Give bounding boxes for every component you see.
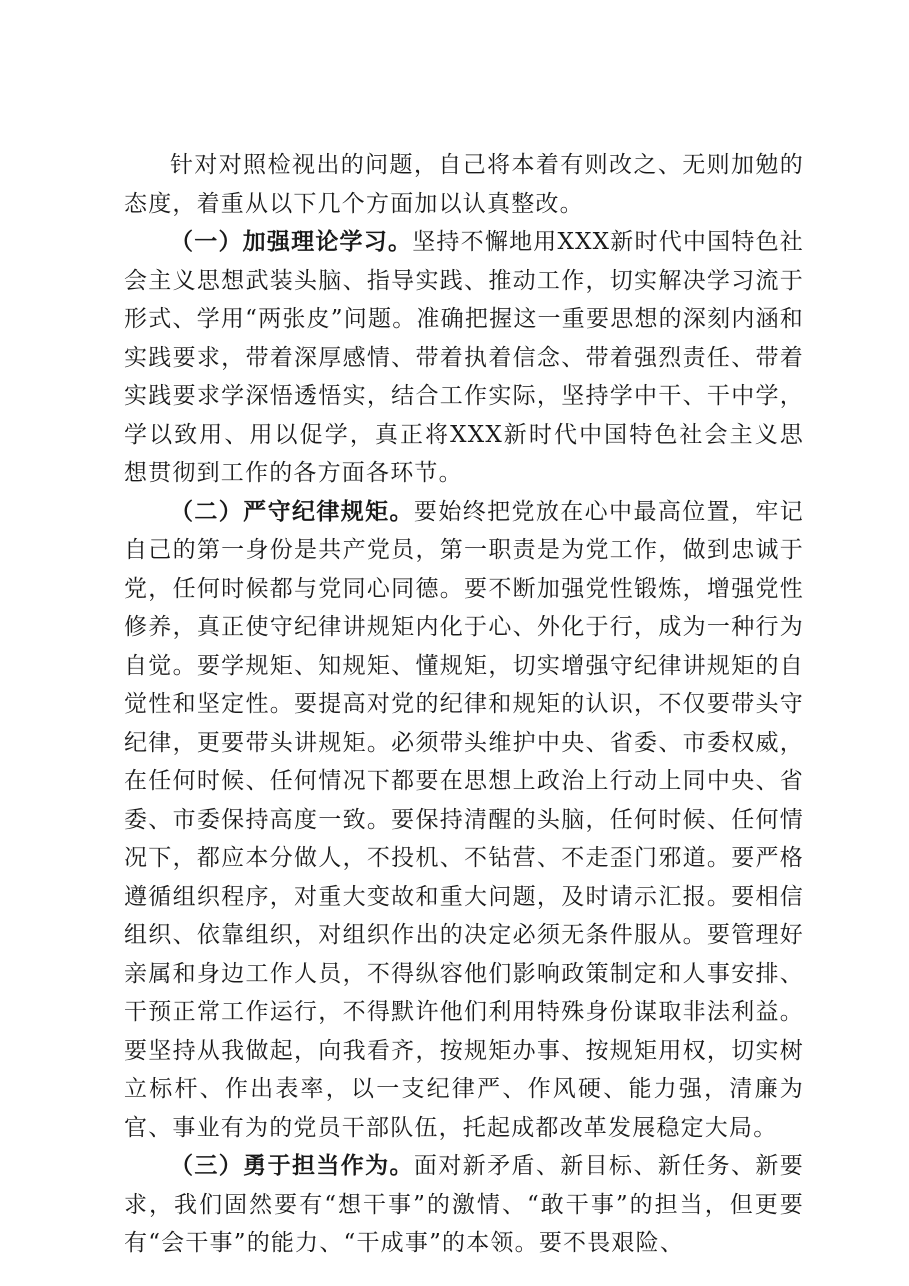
section-2-heading: （二）严守纪律规矩。	[170, 497, 414, 525]
intro-text: 针对对照检视出的问题，自己将本着有则改之、无则加勉的态度，着重从以下几个方面加以认真整改。	[124, 152, 804, 217]
section-1-paragraph	[124, 223, 804, 493]
section-1-body: 坚持不懈地用XXX新时代中国特色社会主义思想武装头脑、指导实践、推动工作，切实解决学习流于形式、学用“两张皮”问题。准确把握这一重要思想的深刻内涵和实践要求，带着深厚感情、带着执着信念、带着强烈责任、带着实践要求学深悟透悟实，结合工作实际，坚持学中干、干中学，学以致用、用以促学，真正将XXX新时代中国特色社会主义思想贯彻到工作的各方面各环节。	[124, 229, 804, 486]
section-2-paragraph	[124, 493, 804, 1148]
section-1-heading: （一）加强理论学习。	[170, 228, 413, 255]
document-body	[124, 146, 804, 1263]
section-2-body: 要始终把党放在心中最高位置，牢记自己的第一身份是共产党员，第一职责是为党工作，做到忠诚于党，任何时候都与党同心同德。要不断加强党性锻炼，增强党性修养，真正使守纪律讲规矩内化于心、外化于行，成为一种行为自觉。要学规矩、知规矩、懂规矩，切实增强守纪律讲规矩的自觉性和坚定性。要提高对党的纪律和规矩的认识，不仅要带头守纪律，更要带头讲规矩。必须带头维护中央、省委、市委权威，在任何时候、任何情况下都要在思想上政治上行动上同中央、省委、市委保持高度一致。要保持清醒的头脑，任何时候、任何情况下，都应本分做人，不投机、不钻营、不走歪门邪道。要严格遵循组织程序，对重大变故和重大问题，及时请示汇报。要相信组织、依靠组织，对组织作出的决定必须无条件服从。要管理好亲属和身边工作人员，不得纵容他们影响政策制定和人事安排、干预正常工作运行，不得默许他们利用特殊身份谋取非法利益。要坚持从我做起，向我看齐，按规矩办事、按规矩用权，切实树立标杆、作出表率，以一支纪律严、作风硬、能力强，清廉为官、事业有为的党员干部队伍，托起成都改革发展稳定大局。	[124, 498, 805, 1141]
section-3-body: 面对新矛盾、新目标、新任务、新要求，我们固然要有“想干事”的激情、“敢干事”的担当，但更要有“会干事”的能力、“干成事”的本领。要不畏艰险、	[124, 1153, 805, 1256]
section-3-paragraph	[124, 1147, 804, 1263]
section-3-heading: （三）勇于担当作为。	[170, 1152, 414, 1179]
intro-paragraph	[124, 146, 804, 223]
